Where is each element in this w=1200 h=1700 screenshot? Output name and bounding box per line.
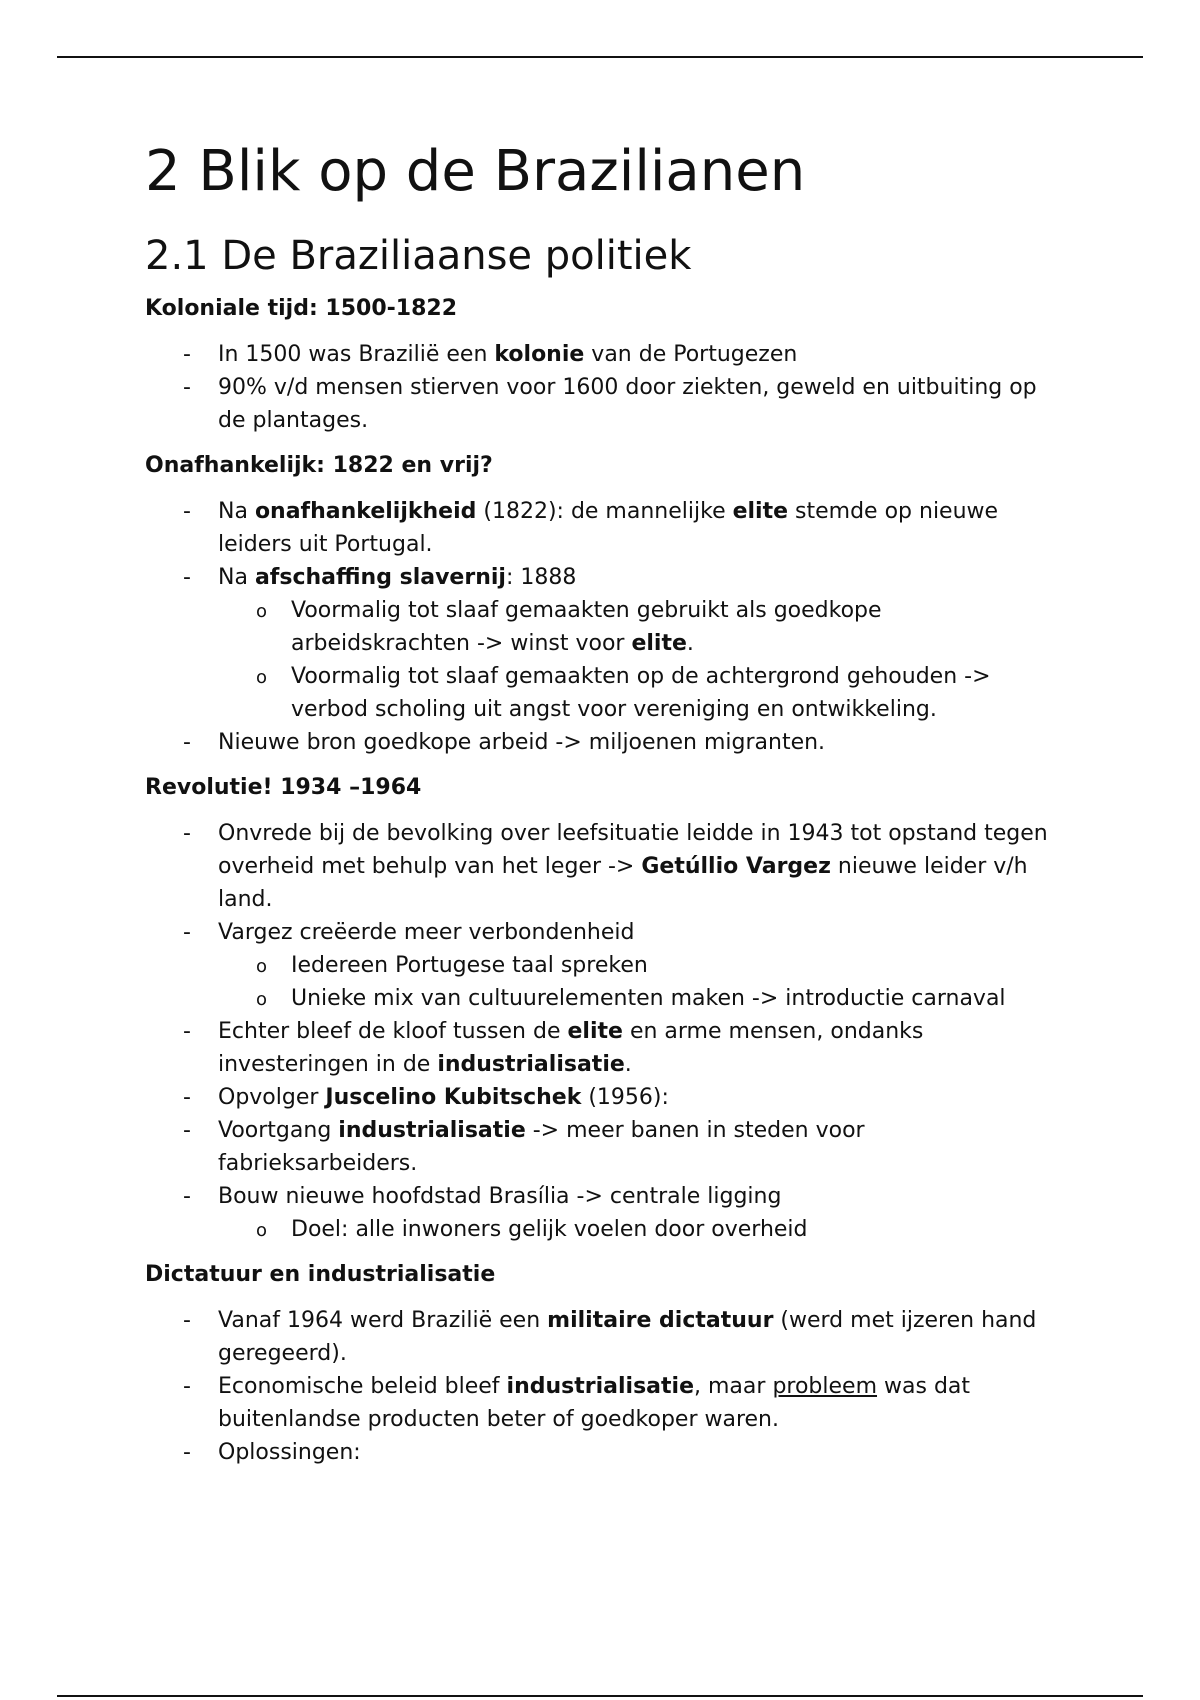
heading-koloniale-tijd: Koloniale tijd: 1500-1822 (145, 296, 457, 321)
heading-revolutie: Revolutie! 1934 –1964 (145, 775, 422, 800)
list-item: - Onvrede bij de bevolking over leefsituatie leidde in 1943 tot opstand tegen overheid met behulp van het leger -> Getúllio Vargez nieuwe leider v/h land. (145, 817, 1065, 916)
list-onafhankelijk (145, 495, 1065, 759)
sublist (218, 594, 1065, 726)
list-item: - Nieuwe bron goedkope arbeid -> miljoenen migranten. (145, 726, 1065, 759)
list-item: - Na afschaffing slavernij: 1888 o Voormalig tot slaaf gemaakten gebruikt als goedkope arbeidskrachten -> winst voor elite. o Voormalig tot slaaf gemaakten op de achtergrond gehouden -> verbod scholing uit angst voor vereniging en ontwikkeling. (145, 561, 1065, 726)
sublist-item: o Voormalig tot slaaf gemaakten gebruikt als goedkope arbeidskrachten -> winst voor elite. (218, 594, 1065, 660)
sublist-item: o Iedereen Portugese taal spreken (218, 949, 1065, 982)
sublist-item: o Voormalig tot slaaf gemaakten op de achtergrond gehouden -> verbod scholing uit angst voor vereniging en ontwikkeling. (218, 660, 1065, 726)
bottom-rule (57, 1695, 1143, 1697)
list-item: - Opvolger Juscelino Kubitschek (1956): (145, 1081, 1065, 1114)
heading-onafhankelijk: Onafhankelijk: 1822 en vrij? (145, 453, 493, 478)
section-title: 2.1 De Braziliaanse politiek (145, 233, 692, 279)
list-item: - Oplossingen: (145, 1436, 1065, 1469)
sublist (218, 1213, 1065, 1246)
list-item: - Vanaf 1964 werd Brazilië een militaire dictatuur (werd met ijzeren hand geregeerd). (145, 1304, 1065, 1370)
sublist-item: o Unieke mix van cultuurelementen maken -> introductie carnaval (218, 982, 1065, 1015)
list-item: - 90% v/d mensen stierven voor 1600 door ziekten, geweld en uitbuiting op de plantages. (145, 371, 1065, 437)
top-rule (57, 56, 1143, 58)
list-item: - Na onafhankelijkheid (1822): de mannelijke elite stemde op nieuwe leiders uit Portugal. (145, 495, 1065, 561)
chapter-title: 2 Blik op de Brazilianen (145, 139, 806, 204)
list-revolutie (145, 817, 1065, 1246)
list-item: - Vargez creëerde meer verbondenheid o Iedereen Portugese taal spreken o Unieke mix van cultuurelementen maken -> introductie carnaval (145, 916, 1065, 1015)
sublist-item: o Doel: alle inwoners gelijk voelen door overheid (218, 1213, 1065, 1246)
list-koloniale-tijd (145, 338, 1065, 437)
sublist (218, 949, 1065, 1015)
list-dictatuur (145, 1304, 1065, 1469)
list-item: - In 1500 was Brazilië een kolonie van de Portugezen (145, 338, 1065, 371)
list-item: - Echter bleef de kloof tussen de elite en arme mensen, ondanks investeringen in de industrialisatie. (145, 1015, 1065, 1081)
list-item: - Economische beleid bleef industrialisatie, maar probleem was dat buitenlandse producten beter of goedkoper waren. (145, 1370, 1065, 1436)
list-item: - Voortgang industrialisatie -> meer banen in steden voor fabrieksarbeiders. (145, 1114, 1065, 1180)
document-body (145, 140, 1065, 1483)
list-item: - Bouw nieuwe hoofdstad Brasília -> centrale ligging o Doel: alle inwoners gelijk voelen door overheid (145, 1180, 1065, 1246)
heading-dictatuur: Dictatuur en industrialisatie (145, 1262, 496, 1287)
